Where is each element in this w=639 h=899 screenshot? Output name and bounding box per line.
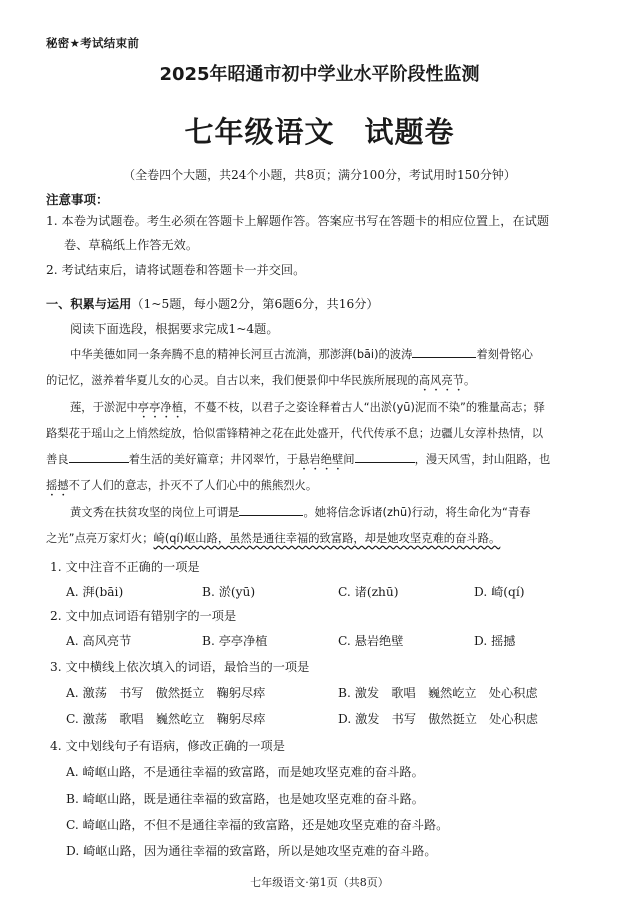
q2-option-c: C. 悬岩绝壁 [338,634,404,648]
notice-item-2: 2. 考试结束后，请将试题卷和答题卡一并交回。 [46,263,306,277]
passage-text: 。 [464,374,476,387]
q4-option-d: D. 崎岖山路，因为通往幸福的致富路，所以是她攻坚克难的奋斗路。 [66,844,437,858]
fill-blank-2 [69,462,129,463]
q1-option-d: D. 崎(qí) [474,585,525,599]
q2-option-d: D. 摇撼 [474,634,516,648]
q4-option-c: C. 崎岖山路，不但不是通往幸福的致富路，还是她攻坚克难的奋斗路。 [66,818,449,832]
passage-text: 着刻骨铭心 [476,348,533,361]
q4-option-b: B. 崎岖山路，既是通往幸福的致富路，也是她攻坚克难的奋斗路。 [66,792,424,806]
wavy-underlined-sentence: 崎(qí)岖山路，虽然是通往幸福的致富路，却是她攻坚克难的奋斗路。 [153,532,501,545]
instruction: 阅读下面选段，根据要求完成1~4题。 [70,322,279,336]
passage-p2-line1 [70,399,545,421]
q1-option-b: B. 淤(yū) [202,585,256,599]
passage-text: 的记忆，滋养着华夏儿女的心灵。自古以来，我们便景仰中华民族所展现的 [46,374,419,387]
passage-text: 不了人们的意志，扑灭不了人们心中的熊熊烈火。 [68,479,318,492]
fill-blank-4 [239,515,303,516]
paper-subtitle: 七年级语文 试题卷 [184,115,455,149]
passage-p2-line2: 路梨花于瑶山之上悄然绽放，恰似雷锋精神之花在此处盛开，代代传承不息；边疆儿女淳朴热情，以 [46,427,544,440]
question-1-stem: 1. 文中注音不正确的一项是 [50,560,200,574]
section-title [46,295,379,312]
secret-label: 秘密★考试结束前 [46,36,140,50]
passage-p3-line1 [70,504,530,520]
q2-option-a: A. 高风亮节 [66,634,132,648]
q4-option-a: A. 崎岖山路，不是通往幸福的致富路，而是她攻坚克难的奋斗路。 [66,765,424,779]
passage-text: ，不蔓不枝，以君子之姿诠释着古人“出淤(yū)泥而不染”的雅量高志；驿 [183,401,545,414]
passage-text: ，漫天风雪，封山阻路，也 [414,453,551,466]
q1-option-c: C. 诸(zhū) [338,585,399,599]
q3-option-a: A. 激荡 书写 傲然挺立 鞠躬尽瘁 [66,686,266,700]
passage-p2-line3 [46,451,550,473]
notice-title: 注意事项： [46,192,109,207]
section-title-note: （1~5题，每小题2分，第6题6分，共16分） [131,297,379,311]
exam-title: 2025年昭通市初中学业水平阶段性监测 [159,64,480,85]
passage-text: 间 [343,453,355,466]
passage-text: 着生活的美好篇章；井冈翠竹，于 [128,453,299,466]
fill-blank-1 [412,357,476,358]
exam-info: （全卷四个大题，共24个小题，共8页；满分100分，考试用时150分钟） [123,168,516,182]
q1-option-a: A. 湃(bāi) [66,585,124,599]
question-2-stem: 2. 文中加点词语有错别字的一项是 [50,609,237,623]
passage-p1-line1 [70,346,533,362]
notice-item-1: 1. 本卷为试题卷。考生必须在答题卡上解题作答。答案应书写在答题卡的相应位置上，在试题 [46,214,550,228]
passage-text: 善良 [46,453,69,466]
question-3-stem: 3. 文中横线上依次填入的词语，最恰当的一项是 [50,660,310,674]
passage-text: 黄文秀在扶贫攻坚的岗位上可谓是 [70,506,240,519]
passage-p1-line2 [46,372,475,394]
page-footer: 七年级语文·第1页（共8页） [250,876,389,889]
dotted-word-4: 摇撼 [46,479,69,492]
section-title-text: 一、积累与运用 [46,297,132,311]
passage-text: 莲，于淤泥中 [70,401,138,414]
q3-option-c: C. 激荡 歌唱 巍然屹立 鞠躬尽瘁 [66,712,266,726]
fill-blank-3 [355,462,415,463]
passage-text: 中华美德如同一条奔腾不息的精神长河亘古流淌，那澎湃(bāi)的波涛 [70,348,413,361]
notice-item-1-cont: 卷、草稿纸上作答无效。 [64,238,199,252]
q2-option-b: B. 亭亭净植 [202,634,268,648]
dotted-word-3: 悬岩绝壁 [298,453,344,466]
passage-text: 。她将信念诉诸(zhū)行动，将生命化为“青春 [303,506,531,519]
passage-p2-line4 [46,477,317,499]
question-4-stem: 4. 文中划线句子有语病，修改正确的一项是 [50,739,285,753]
passage-text: 之光”点亮万家灯火； [46,532,154,545]
q3-option-d: D. 激发 书写 傲然挺立 处心积虑 [338,712,538,726]
dotted-word-2: 亭亭净植 [137,401,183,414]
q3-option-b: B. 激发 歌唱 巍然屹立 处心积虑 [338,686,538,700]
passage-p3-line2 [46,530,500,546]
dotted-word-1: 高风亮节 [418,374,465,387]
